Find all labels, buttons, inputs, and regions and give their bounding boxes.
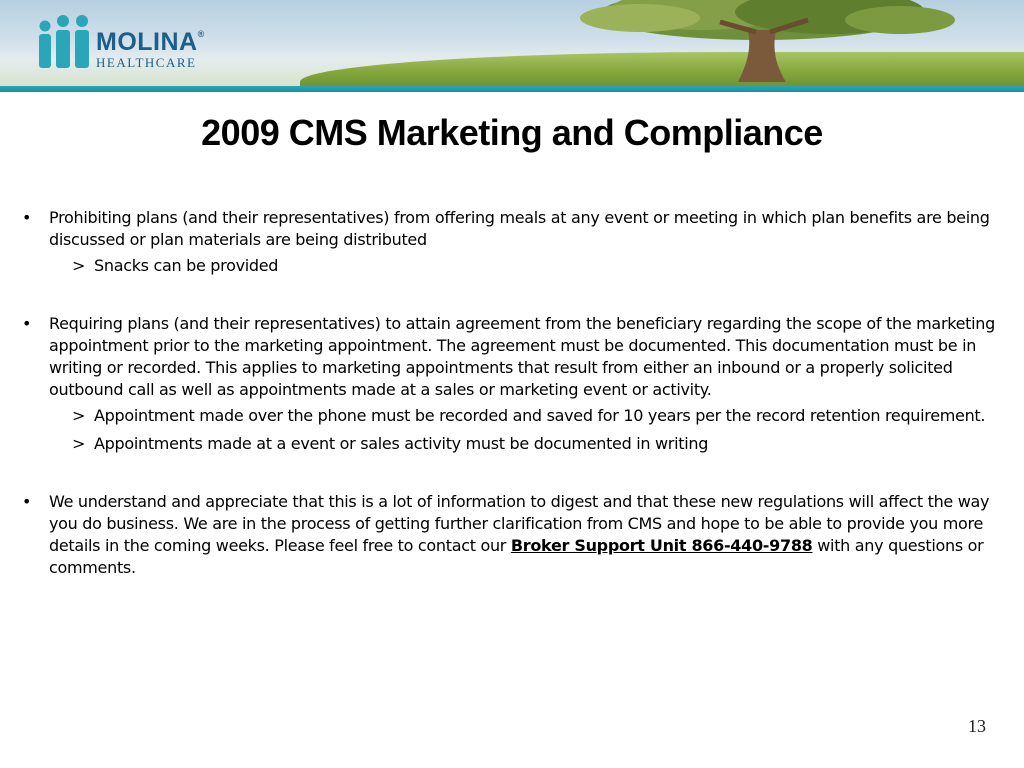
logo-wordmark [96, 30, 205, 69]
bullet-item-1 [22, 207, 1014, 251]
sub-item-text: Appointments made at a event or sales activity must be documented in writing [94, 434, 709, 453]
arrow-icon: > [72, 406, 86, 425]
sub-item-text: Appointment made over the phone must be recorded and saved for 10 years per the record retention requirement. [94, 406, 986, 425]
people-icon [36, 14, 98, 70]
sub-item [22, 405, 1014, 427]
bullet-item-2 [22, 313, 1014, 401]
bullet-icon: • [22, 314, 32, 333]
arrow-icon: > [72, 256, 86, 275]
sub-item [22, 255, 1014, 277]
logo-brand-subline: HEALTHCARE [96, 55, 197, 70]
bullet-text-end: with any questions or comments. [49, 536, 984, 577]
bullet-icon: • [22, 492, 32, 511]
bullet-text: Requiring plans (and their representatives) to attain agreement from the beneficiary regarding the scope of the marketing appointment prior to the marketing appointment. The agreement must be documented. This documentation must be in writing or recorded. This applies to marketing appointments that result from either an inbound or a properly solicited outbound call as well as appointments made at a sales or marketing event or activity. [49, 314, 995, 399]
bullet-icon: • [22, 208, 32, 227]
slide-body [22, 207, 1014, 579]
banner-stripe [0, 86, 1024, 92]
broker-support-link[interactable]: Broker Support Unit 866-440-9788 [510, 536, 813, 555]
bullet-text: We understand and appreciate that this is a lot of information to digest and that these new regulations will affect the way you do business. We are in the process of getting further clarification from CMS and hope to be able to provide you more details in the coming weeks. Please feel free to contact our [49, 492, 990, 555]
sub-list-1 [22, 255, 1014, 277]
logo-brand-name: MOLINA® [96, 28, 205, 56]
registered-mark: ® [197, 29, 205, 39]
sub-item-text: Snacks can be provided [94, 256, 279, 275]
bullet-item-3 [22, 491, 1014, 579]
bullet-text: Prohibiting plans (and their representatives) from offering meals at any event or meeting in which plan benefits are being discussed or plan materials are being distributed [49, 208, 990, 249]
arrow-icon: > [72, 434, 86, 453]
molina-logo[interactable] [36, 14, 226, 70]
page-title: 2009 CMS Marketing and Compliance [201, 112, 823, 153]
sub-list-2 [22, 405, 1014, 455]
page-number: 13 [968, 716, 986, 736]
sub-item [22, 433, 1014, 455]
